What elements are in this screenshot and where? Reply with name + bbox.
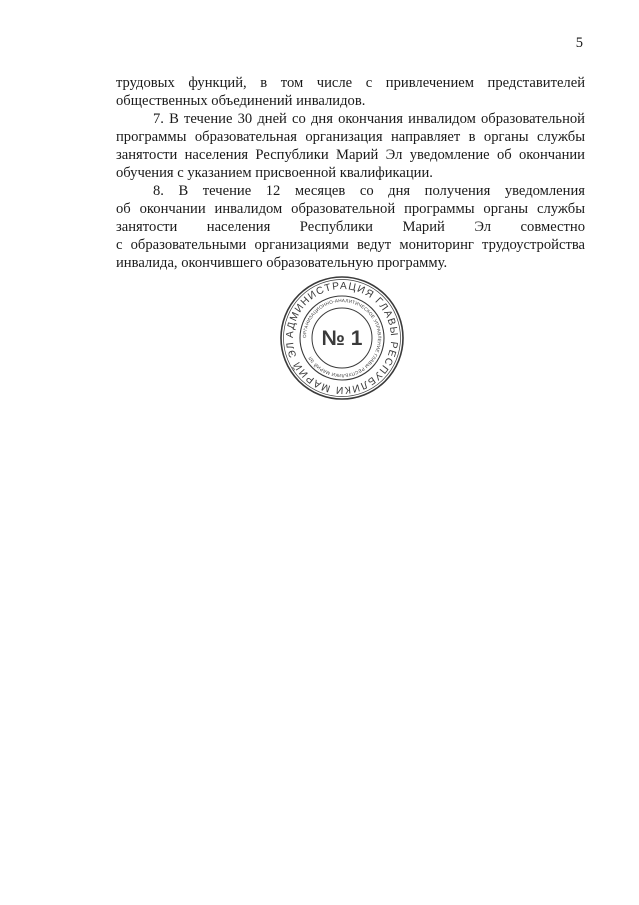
- document-body: [116, 74, 585, 272]
- seal-outer-text: АДМИНИСТРАЦИЯ ГЛАВЫ РЕСПУБЛИКИ МАРИЙ ЭЛ: [284, 280, 400, 396]
- official-seal-stamp: [278, 274, 406, 402]
- seal-center-number: № 1: [321, 327, 363, 350]
- text-line: 7. В течение 30 дней со дня окончания инвалидом образовательной: [153, 111, 585, 127]
- text-line: занятости населения Республики Марий Эл уведомление об окончании: [116, 147, 585, 163]
- text-line: 8. В течение 12 месяцев со дня получения уведомления: [153, 183, 585, 199]
- page-number: 5: [575, 35, 583, 51]
- text-line: трудовых функций, в том числе с привлечением представителей: [116, 75, 585, 91]
- seal-inner-text: ОРГАНИЗАЦИОННО-АНАЛИТИЧЕСКОЕ УПРАВЛЕНИЕ ГЛАВЫ РЕСПУБЛИКИ МАРИЙ ЭЛ: [301, 297, 383, 379]
- text-line: программы образовательная организация направляет в органы службы: [116, 129, 585, 145]
- text-line: инвалида, окончившего образовательную программу.: [116, 255, 448, 271]
- text-line: об окончании инвалидом образовательной программы органы службы: [116, 201, 585, 217]
- text-line: занятости населения Республики Марий Эл совместно: [116, 219, 585, 235]
- text-line: общественных объединений инвалидов.: [116, 93, 366, 109]
- text-line: обучения с указанием присвоенной квалификации.: [116, 165, 433, 181]
- text-line: с образовательными организациями ведут мониторинг трудоустройства: [116, 237, 585, 253]
- seal-graphic: [278, 274, 406, 402]
